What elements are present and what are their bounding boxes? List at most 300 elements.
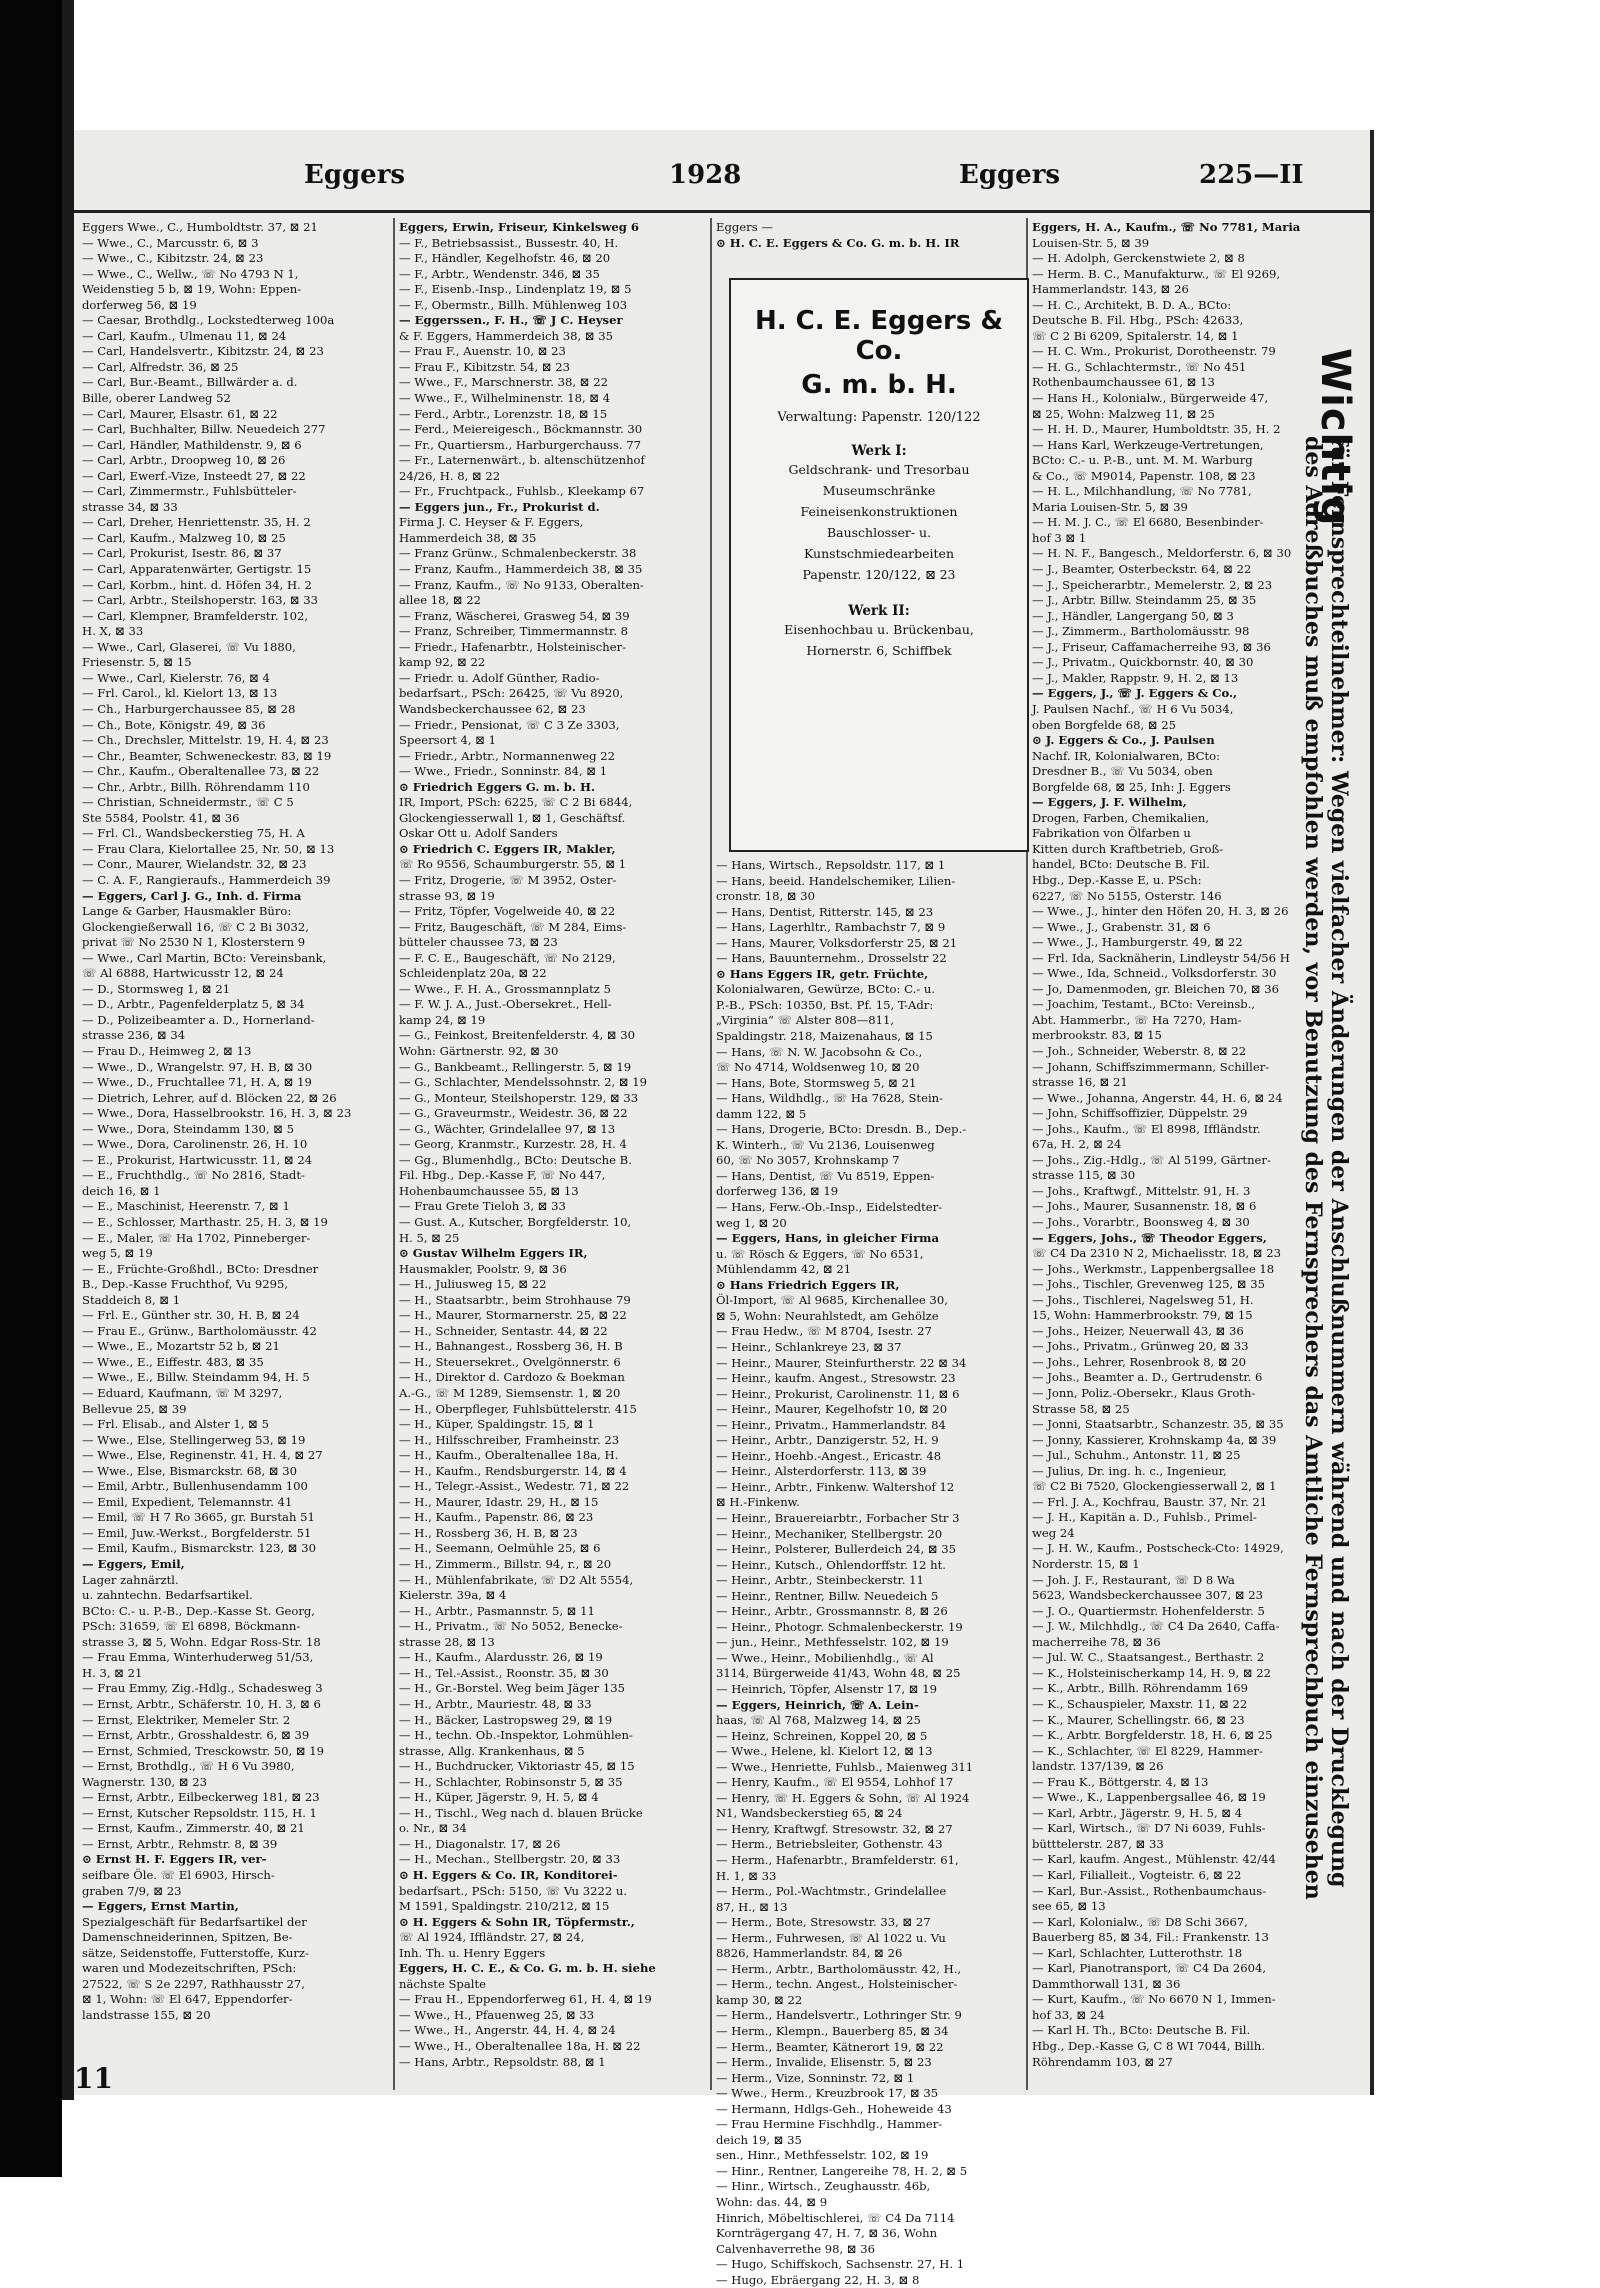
directory-entry-line: strasse 236, ⊠ 34 — [82, 1028, 186, 1043]
directory-entry-line: Hinrich, Möbeltischlerei, ☏ C4 Da 7114 — [716, 2210, 955, 2225]
directory-entry-line: — Frl. E., Günther str. 30, H. B, ⊠ 24 — [82, 1308, 300, 1323]
directory-entry-line: — H., Diagonalstr. 17, ⊠ 26 — [399, 1836, 561, 1851]
directory-entry-line: Eggers, H. A., Kaufm., ☏ No 7781, Maria — [1032, 220, 1301, 234]
column-1 — [82, 220, 392, 2090]
directory-entry-line: ⊙ Hans Friedrich Eggers IR, — [716, 1277, 900, 1292]
directory-entry-line: — H., Hilfsschreiber, Framheinstr. 23 — [399, 1432, 620, 1447]
directory-entry-line: — Franz, Schreiber, Timmermannstr. 8 — [399, 624, 628, 639]
directory-entry-line: Glockengiesserwall 1, ⊠ 1, Geschäftsf. — [399, 810, 626, 825]
directory-entry-line: — Carl, Ewerf.-Vize, Insteedt 27, ⊠ 22 — [82, 468, 306, 483]
directory-entry-line: — Fr., Quartiersm., Harburgerchauss. 77 — [399, 437, 642, 452]
directory-entry-line: — Eggers, Hans, in gleicher Firma — [716, 1231, 939, 1246]
directory-entry-line: — J., Beamter, Osterbeckstr. 64, ⊠ 22 — [1032, 562, 1252, 577]
directory-entry-line: — Chr., Beamter, Schweneckestr. 83, ⊠ 19 — [82, 748, 332, 763]
directory-entry-line: Wandsbeckerchaussee 62, ⊠ 23 — [399, 701, 586, 716]
directory-entry-line: — Frau Clara, Kielortallee 25, Nr. 50, ⊠ 13 — [82, 841, 335, 856]
directory-entry-line: — H., Tischl., Weg nach d. blauen Brücke — [399, 1805, 643, 1820]
directory-entry-line: — E., Maler, ☏ Ha 1702, Pinneberger- — [82, 1230, 311, 1245]
directory-entry-line: — F., Obermstr., Billh. Mühlenweg 103 — [399, 297, 628, 312]
directory-entry-line: — H. M. J. C., ☏ El 6680, Besenbinder- — [1032, 515, 1264, 530]
directory-entry-line: — H. N. F., Bangesch., Meldorferstr. 6, ⊠ 30 — [1032, 546, 1292, 561]
directory-entry-line: kamp 30, ⊠ 22 — [716, 1992, 803, 2007]
directory-entry-line: — Hans, ☏ N. W. Jacobsohn & Co., — [716, 1044, 923, 1059]
directory-entry-line: — F. C. E., Baugeschäft, ☏ No 2129, — [399, 950, 616, 965]
directory-entry-line: — Heinr., Rentner, Billw. Neuedeich 5 — [716, 1588, 939, 1603]
directory-entry-line: — Wwe., Heinr., Mobilienhdlg., ☏ Al — [716, 1650, 934, 1665]
directory-entry-line: — Emil, Expedient, Telemannstr. 41 — [82, 1494, 293, 1509]
directory-entry-line: — Johs., Beamter a. D., Gertrudenstr. 6 — [1032, 1370, 1263, 1385]
directory-entry-line: Bellevue 25, ⊠ 39 — [82, 1401, 187, 1416]
directory-entry-line: — Wwe., Henriette, Fuhlsb., Maienweg 311 — [716, 1759, 974, 1774]
directory-entry-line: — Wwe., Else, Reginenstr. 41, H. 4, ⊠ 27 — [82, 1448, 323, 1463]
directory-entry-line: ☏ No 4714, Woldsenweg 10, ⊠ 20 — [716, 1060, 920, 1075]
directory-entry-line: ⊙ H. C. E. Eggers & Co. G. m. b. H. IR — [716, 235, 960, 250]
directory-entry-line: — Emil, ☏ H 7 Ro 3665, gr. Burstah 51 — [82, 1510, 315, 1525]
column-divider — [710, 218, 712, 2090]
directory-entry-line: ⊠ H.-Finkenw. — [716, 1495, 800, 1510]
directory-entry-line: Spaldingstr. 218, Maizenahaus, ⊠ 15 — [716, 1029, 933, 1044]
directory-entry-line: — Karl, kaufm. Angest., Mühlenstr. 42/44 — [1032, 1852, 1276, 1867]
directory-entry-line: Norderstr. 15, ⊠ 1 — [1032, 1557, 1140, 1572]
directory-entry-line: — H., Staatsarbtr., beim Strohhause 79 — [399, 1292, 631, 1307]
directory-entry-line: — Frl. Cl., Wandsbeckerstieg 75, H. A — [82, 826, 305, 841]
directory-entry-line: — Herm., Fuhrwesen, ☏ Al 1022 u. Vu — [716, 1930, 946, 1945]
directory-entry-line: landstrasse 155, ⊠ 20 — [82, 2007, 211, 2022]
ad-firm-type: G. m. b. H. — [801, 370, 957, 400]
directory-entry-line: — Wwe., Johanna, Angerstr. 44, H. 6, ⊠ 24 — [1032, 1090, 1283, 1105]
directory-entry-line: — Heinr., Brauereiarbtr., Forbacher Str 3 — [716, 1510, 960, 1525]
directory-entry-line: — Ernst, Elektriker, Memeler Str. 2 — [82, 1712, 291, 1727]
directory-entry-line: Damenschneiderinnen, Spitzen, Be- — [82, 1930, 293, 1945]
directory-entry-line: — F., Eisenb.-Insp., Lindenplatz 19, ⊠ 5 — [399, 282, 632, 297]
directory-entry-line: Hbg., Dep.-Kasse G, C 8 WI 7044, Billh. — [1032, 2038, 1265, 2053]
directory-entry-line: bedarfsart., PSch: 26425, ☏ Vu 8920, — [399, 686, 624, 701]
directory-entry-line: — J., Friseur, Caffamacherreihe 93, ⊠ 36 — [1032, 639, 1271, 654]
header-year: 1928 — [669, 160, 742, 190]
directory-entry-line: — H., Privatm., ☏ No 5052, Benecke- — [399, 1619, 623, 1634]
directory-entry-line: — Ch., Drechsler, Mittelstr. 19, H. 4, ⊠ 23 — [82, 733, 329, 748]
directory-entry-line: haas, ☏ Al 768, Malzweg 14, ⊠ 25 — [716, 1713, 921, 1728]
directory-entry-line: — Wwe., Dora, Steindamm 130, ⊠ 5 — [82, 1121, 295, 1136]
directory-entry-line: — H., Direktor d. Cardozo & Boekman — [399, 1370, 625, 1385]
directory-entry-line: Hohenbaumchaussee 55, ⊠ 13 — [399, 1183, 579, 1198]
ad-work-line: Hornerstr. 6, Schiffbek — [806, 643, 952, 658]
directory-entry-line: — Karl, Pianotransport, ☏ C4 Da 2604, — [1032, 1961, 1267, 1976]
directory-entry-line: — J. H., Kapitän a. D., Fuhlsb., Primel- — [1032, 1510, 1257, 1525]
directory-entry-line: strasse 28, ⊠ 13 — [399, 1634, 495, 1649]
directory-entry-line: dorferweg 56, ⊠ 19 — [82, 297, 197, 312]
directory-entry-line: — H., Maurer, Idastr. 29, H., ⊠ 15 — [399, 1494, 599, 1509]
directory-entry-line: — Emil, Kaufm., Bismarckstr. 123, ⊠ 30 — [82, 1541, 316, 1556]
directory-entry-line: — Heinr., Arbtr., Finkenw. Waltershof 12 — [716, 1479, 955, 1494]
directory-entry-line: bütttelerstr. 287, ⊠ 33 — [1032, 1836, 1164, 1851]
directory-entry-line: PSch: 31659, ☏ El 6898, Böckmann- — [82, 1619, 301, 1634]
directory-entry-line: — H., Schlachter, Robinsonstr 5, ⊠ 35 — [399, 1774, 623, 1789]
directory-entry-line: — Frl. Elisab., and Alster 1, ⊠ 5 — [82, 1417, 269, 1432]
directory-entry-line: — D., Polizeibeamter a. D., Hornerland- — [82, 1012, 315, 1027]
directory-entry-line: — H. Adolph, Gerckenstwiete 2, ⊠ 8 — [1032, 251, 1245, 266]
directory-entry-line: graben 7/9, ⊠ 23 — [82, 1883, 182, 1898]
directory-entry-line: & F. Eggers, Hammerdeich 38, ⊠ 35 — [399, 328, 613, 343]
directory-entry-line: — Heinr., Privatm., Hammerlandstr. 84 — [716, 1417, 946, 1432]
directory-entry-line: — Herm., Klempn., Bauerberg 85, ⊠ 34 — [716, 2024, 949, 2039]
directory-entry-line: — Wwe., E., Billw. Steindamm 94, H. 5 — [82, 1370, 310, 1385]
directory-entry-line: — Heinr., Hoehb.-Angest., Ericastr. 48 — [716, 1448, 942, 1463]
directory-entry-line: — Ernst, Brothdlg., ☏ H 6 Vu 3980, — [82, 1759, 295, 1774]
directory-entry-line: ☏ C2 Bi 7520, Glockengiesserwall 2, ⊠ 1 — [1032, 1479, 1277, 1494]
directory-entry-line: — H., Buchdrucker, Viktoriastr 45, ⊠ 15 — [399, 1759, 635, 1774]
directory-entry-line: Eggers, Erwin, Friseur, Kinkelsweg 6 — [399, 220, 639, 234]
directory-entry-line: — G., Schlachter, Mendelssohnstr. 2, ⊠ 19 — [399, 1075, 647, 1090]
directory-entry-line: Maria Louisen-Str. 5, ⊠ 39 — [1032, 499, 1188, 514]
directory-entry-line: — Johs., Tischler, Grevenweg 125, ⊠ 35 — [1032, 1277, 1266, 1292]
directory-entry-line: — Wwe., J., Grabenstr. 31, ⊠ 6 — [1032, 919, 1211, 934]
directory-entry-line: — K., Schlachter, ☏ El 8229, Hammer- — [1032, 1743, 1263, 1758]
directory-entry-line: K. Winterh., ☏ Vu 2136, Louisenweg — [716, 1137, 935, 1152]
directory-entry-line: — H., Bahnangest., Rossberg 36, H. B — [399, 1339, 623, 1354]
directory-entry-line: — Herm. B. C., Manufakturw., ☏ El 9269, — [1032, 266, 1281, 281]
directory-entry-line: see 65, ⊠ 13 — [1032, 1899, 1106, 1914]
directory-entry-line: Strasse 58, ⊠ 25 — [1032, 1401, 1130, 1416]
directory-entry-line: — K., Schauspieler, Maxstr. 11, ⊠ 22 — [1032, 1696, 1248, 1711]
directory-entry-line: — K., Arbtr., Billh. Röhrendamm 169 — [1032, 1681, 1248, 1696]
directory-entry-line: — Hans Karl, Werkzeuge-Vertretungen, — [1032, 437, 1264, 452]
directory-entry-line: — Karl, Arbtr., Jägerstr. 9, H. 5, ⊠ 4 — [1032, 1805, 1243, 1820]
directory-entry-line: — Hans, Wirtsch., Repsoldstr. 117, ⊠ 1 — [716, 858, 946, 872]
directory-entry-line: nächste Spalte — [399, 1976, 486, 1991]
directory-entry-line: — Herm., Invalide, Elisenstr. 5, ⊠ 23 — [716, 2055, 932, 2070]
directory-entry-line: — Wwe., Else, Bismarckstr. 68, ⊠ 30 — [82, 1463, 298, 1478]
directory-entry-line: — Wwe., F., Wilhelminenstr. 18, ⊠ 4 — [399, 391, 611, 406]
directory-entry-line: — Joachim, Testamt., BCto: Vereinsb., — [1032, 997, 1256, 1012]
directory-entry-line: — Fritz, Töpfer, Vogelweide 40, ⊠ 22 — [399, 904, 616, 919]
directory-entry-line: — Gust. A., Kutscher, Borgfelderstr. 10, — [399, 1215, 632, 1229]
ad-work-line: Kunstschmiedearbeiten — [803, 546, 954, 561]
directory-entry-line: — Heinr., Arbtr., Grossmannstr. 8, ⊠ 26 — [716, 1604, 948, 1619]
directory-entry-line: Weidenstieg 5 b, ⊠ 19, Wohn: Eppen- — [82, 282, 302, 297]
directory-entry-line: J. Paulsen Nachf., ☏ H 6 Vu 5034, — [1032, 701, 1234, 716]
directory-entry-line: — K., Maurer, Schellingstr. 66, ⊠ 23 — [1032, 1712, 1245, 1727]
directory-entry-line: — Hinr., Wirtsch., Zeughausstr. 46b, — [716, 2179, 931, 2194]
directory-entry-line: — Henry, ☏ H. Eggers & Sohn, ☏ Al 1924 — [716, 1790, 970, 1805]
directory-entry-line: — Wwe., H., Oberaltenallee 18a, H. ⊠ 22 — [399, 2038, 641, 2053]
directory-entry-line: „Virginia“ ☏ Alster 808—811, — [716, 1013, 895, 1028]
directory-page — [74, 130, 1374, 2287]
directory-entry-line: — Ernst, Kaufm., Zimmerstr. 40, ⊠ 21 — [82, 1821, 305, 1836]
directory-entry-line: — Heinrich, Töpfer, Alsenstr 17, ⊠ 19 — [716, 1681, 937, 1696]
directory-entry-line: — Johs., Lehrer, Rosenbrook 8, ⊠ 20 — [1032, 1354, 1246, 1369]
directory-entry-line: — H., Rossberg 36, H. B, ⊠ 23 — [399, 1525, 578, 1540]
directory-entry-line: Friesenstr. 5, ⊠ 15 — [82, 655, 192, 670]
directory-entry-line: — H. L., Milchhandlung, ☏ No 7781, — [1032, 484, 1252, 499]
directory-entry-line: ⊙ Hans Eggers IR, getr. Früchte, — [716, 966, 929, 981]
directory-entry-line: — Wwe., C., Wellw., ☏ No 4793 N 1, — [82, 266, 299, 281]
directory-entry-line: Louisen-Str. 5, ⊠ 39 — [1032, 235, 1150, 250]
directory-entry-line: — Heinr., Arbtr., Danzigerstr. 52, H. 9 — [716, 1433, 939, 1448]
ad-work-line: Bauschlosser- u. — [826, 525, 932, 540]
directory-entry-line: — Jonn, Poliz.-Obersekr., Klaus Groth- — [1032, 1386, 1256, 1401]
directory-entry-line: — Johs., Maurer, Susannenstr. 18, ⊠ 6 — [1032, 1199, 1257, 1214]
directory-entry-line: bedarfsart., PSch: 5150, ☏ Vu 3222 u. — [399, 1883, 628, 1898]
directory-entry-line: — F., Händler, Kegelhofstr. 46, ⊠ 20 — [399, 251, 611, 266]
directory-entry-line: — Hugo, Schiffskoch, Sachsenstr. 27, H. 1 — [716, 2257, 965, 2272]
ad-work-line: Museumschränke — [822, 483, 936, 498]
directory-entry-line: — H., Kaufm., Papenstr. 86, ⊠ 23 — [399, 1510, 594, 1525]
directory-entry-line: — Hans, Maurer, Volksdorferstr 25, ⊠ 21 — [716, 935, 958, 950]
directory-entry-line: — Frau H., Eppendorferweg 61, H. 4, ⊠ 19 — [399, 1992, 652, 2007]
directory-entry-line: — Frau D., Heimweg 2, ⊠ 13 — [82, 1043, 252, 1058]
directory-entry-line: — Heinr., kaufm. Angest., Stresowstr. 23 — [716, 1371, 956, 1386]
directory-entry-line: — Heinr., Maurer, Kegelhofstr 10, ⊠ 20 — [716, 1402, 948, 1417]
directory-entry-line: — Carl, Maurer, Elsastr. 61, ⊠ 22 — [82, 406, 278, 421]
directory-entry-line: — Hans, Bauunternehm., Drosselstr 22 — [716, 951, 947, 966]
directory-entry-line: kamp 92, ⊠ 22 — [399, 655, 486, 670]
directory-entry-line: — J., Makler, Rappstr. 9, H. 2, ⊠ 13 — [1032, 670, 1239, 685]
directory-entry-line: — Carl, Zimmermstr., Fuhlsbütteler- — [82, 484, 297, 499]
directory-entry-line: H. 3, ⊠ 21 — [82, 1665, 143, 1680]
directory-entry-line: Calvenhaverrethe 98, ⊠ 36 — [716, 2241, 876, 2256]
directory-entry-line: sen., Hinr., Methfesselstr. 102, ⊠ 19 — [716, 2148, 929, 2163]
directory-entry-line: — Frau Hedw., ☏ M 8704, Isestr. 27 — [716, 1324, 932, 1339]
directory-entry-line: — Jul., Schuhm., Antonstr. 11, ⊠ 25 — [1032, 1448, 1241, 1463]
directory-entry-line: Abt. Hammerbr., ☏ Ha 7270, Ham- — [1032, 1012, 1242, 1027]
directory-entry-line: ☏ C4 Da 2310 N 2, Michaelisstr. 18, ⊠ 23 — [1032, 1246, 1281, 1261]
directory-entry-line: — J., Händler, Langergang 50, ⊠ 3 — [1032, 608, 1234, 623]
directory-entry-line: Bille, oberer Landweg 52 — [82, 391, 231, 406]
directory-entry-line: sätze, Seidenstoffe, Futterstoffe, Kurz- — [82, 1945, 309, 1960]
directory-entry-line: Oskar Ott u. Adolf Sanders — [399, 826, 558, 841]
directory-entry-line: — Wwe., Friedr., Sonninstr. 84, ⊠ 1 — [399, 764, 608, 779]
directory-entry-line: Wohn: das. 44, ⊠ 9 — [716, 2195, 828, 2210]
directory-entry-line: u. zahntechn. Bedarfsartikel. — [82, 1588, 253, 1603]
directory-entry-line: 6227, ☏ No 5155, Osterstr. 146 — [1032, 888, 1222, 903]
header-left-name: Eggers — [304, 160, 406, 190]
directory-entry-line: Nachf. IR, Kolonialwaren, BCto: — [1032, 748, 1220, 763]
directory-entry-line: — Carl, Händler, Mathildenstr. 9, ⊠ 6 — [82, 437, 302, 452]
directory-entry-line: — Kurt, Kaufm., ☏ No 6670 N 1, Immen- — [1032, 1992, 1276, 2007]
directory-entry-line: ☏ C 2 Bi 6209, Spitalerstr. 14, ⊠ 1 — [1032, 328, 1239, 343]
directory-entry-line: — J. O., Quartiermstr. Hohenfelderstr. 5 — [1032, 1603, 1265, 1618]
directory-entry-line: — Frau Emmy, Zig.-Hdlg., Schadesweg 3 — [82, 1681, 323, 1696]
directory-entry-line: — F., Betriebsassist., Bussestr. 40, H. — [399, 235, 619, 250]
directory-entry-line: — Franz, Kaufm., Hammerdeich 38, ⊠ 35 — [399, 562, 643, 577]
directory-entry-line: ⊠ 25, Wohn: Malzweg 11, ⊠ 25 — [1032, 406, 1215, 421]
directory-entry-line: — H., Kaufm., Alardusstr. 26, ⊠ 19 — [399, 1650, 603, 1665]
directory-entry-line: — D., Stormsweg 1, ⊠ 21 — [82, 981, 231, 996]
directory-entry-line: Hausmakler, Poolstr. 9, ⊠ 36 — [399, 1261, 567, 1276]
directory-entry-line: — Gg., Blumenhdlg., BCto: Deutsche B. — [399, 1152, 632, 1167]
advertisement-box — [729, 278, 1029, 852]
directory-entry-line: damm 122, ⊠ 5 — [716, 1106, 807, 1121]
directory-entry-line: — Wwe., Carl Martin, BCto: Vereinsbank, — [82, 950, 327, 965]
directory-entry-line: — Wwe., E., Eiffestr. 483, ⊠ 35 — [82, 1354, 264, 1369]
directory-entry-line: — Frau F., Auenstr. 10, ⊠ 23 — [399, 344, 566, 359]
directory-entry-line: — Georg, Kranmstr., Kurzestr. 28, H. 4 — [399, 1137, 627, 1152]
ad-work-line: Papenstr. 120/122, ⊠ 23 — [802, 567, 956, 582]
directory-entry-line: — H., Steuersekret., Ovelgönnerstr. 6 — [399, 1354, 621, 1369]
directory-entry-line: — Jonni, Staatsarbtr., Schanzestr. 35, ⊠ 35 — [1032, 1417, 1284, 1432]
side-notice — [1300, 348, 1362, 2030]
directory-entry-line: — Chr., Arbtr., Billh. Röhrendamm 110 — [82, 779, 310, 794]
side-notice-line: für Fernsprechteilnehmer: Wegen vielfacher Änderungen der Anschlußnummern während und nach der Drucklegung — [1326, 436, 1352, 1888]
directory-entry-line: handel, BCto: Deutsche B. Fil. — [1032, 857, 1210, 872]
directory-entry-line: Ste 5584, Poolstr. 41, ⊠ 36 — [82, 810, 240, 825]
directory-entry-line: — Karl, Wirtsch., ☏ D7 Ni 6039, Fuhls- — [1032, 1821, 1266, 1836]
directory-entry-line: — H., Arbtr., Pasmannstr. 5, ⊠ 11 — [399, 1603, 595, 1618]
directory-entry-line: — Wwe., J., Hamburgerstr. 49, ⊠ 22 — [1032, 935, 1243, 950]
directory-entry-line: ⊙ Ernst H. F. Eggers IR, ver- — [82, 1852, 267, 1867]
directory-entry-line: 60, ☏ No 3057, Krohnskamp 7 — [716, 1153, 900, 1168]
directory-entry-line: — H. H. D., Maurer, Humboldtstr. 35, H. 2 — [1032, 422, 1281, 437]
directory-entry-line: — Caesar, Brothdlg., Lockstedterweg 100a — [82, 313, 335, 328]
directory-entry-line: landstr. 137/139, ⊠ 26 — [1032, 1759, 1164, 1774]
header-right-name: Eggers — [959, 160, 1061, 190]
directory-entry-line: Kitten durch Kraftbetrieb, Groß- — [1032, 841, 1224, 856]
directory-entry-line: — Eggers, J., ☏ J. Eggers & Co., — [1032, 686, 1238, 701]
directory-entry-line: — H., Küper, Jägerstr. 9, H. 5, ⊠ 4 — [399, 1790, 599, 1805]
directory-entry-line: — Chr., Kaufm., Oberaltenallee 73, ⊠ 22 — [82, 764, 320, 779]
directory-entry-line: Dresdner B., ☏ Vu 5034, oben — [1032, 764, 1213, 779]
directory-entry-line: — Hans, Lagerhltr., Rambachstr 7, ⊠ 9 — [716, 920, 946, 935]
directory-entry-line: — Johs., Kraftwgf., Mittelstr. 91, H. 3 — [1032, 1183, 1251, 1198]
directory-entry-line: — Heinr., Mechaniker, Stellbergstr. 20 — [716, 1526, 943, 1541]
directory-entry-line: dorferweg 136, ⊠ 19 — [716, 1184, 839, 1199]
directory-entry-line: bütteler chaussee 73, ⊠ 23 — [399, 935, 558, 950]
directory-entry-line: weg 1, ⊠ 20 — [716, 1215, 787, 1230]
column-4 — [1032, 220, 1302, 2090]
directory-entry-line: — Frau K., Böttgerstr. 4, ⊠ 13 — [1032, 1774, 1209, 1789]
directory-entry-line: ⊙ Gustav Wilhelm Eggers IR, — [399, 1246, 588, 1261]
directory-entry-line: — Frl. Ida, Sacknäherin, Lindleystr 54/56 H — [1032, 950, 1290, 965]
directory-entry-line: — Hans, Drogerie, BCto: Dresdn. B., Dep.- — [716, 1122, 967, 1137]
directory-entry-line: — H., Bäcker, Lastropsweg 29, ⊠ 19 — [399, 1712, 613, 1727]
directory-entry-line: — Heinr., Photogr. Schmalenbeckerstr. 19 — [716, 1619, 963, 1634]
directory-entry-line: — E., Maschinist, Heerenstr. 7, ⊠ 1 — [82, 1199, 290, 1214]
directory-entry-line: — Ch., Harburgerchaussee 85, ⊠ 28 — [82, 701, 296, 716]
directory-entry-line: — Wwe., Helene, kl. Kielort 12, ⊠ 13 — [716, 1744, 933, 1759]
directory-entry-line: — Jonny, Kassierer, Krohnskamp 4a, ⊠ 39 — [1032, 1432, 1277, 1447]
directory-entry-line: — H., Oberpfleger, Fuhlsbüttelerstr. 415 — [399, 1401, 637, 1416]
directory-entry-line: cronstr. 18, ⊠ 30 — [716, 889, 816, 904]
ad-work1-title: Werk I: — [851, 443, 907, 459]
column-divider — [393, 218, 395, 2090]
directory-entry-line: BCto: C.- u. P.-B., unt. M. M. Warburg — [1032, 453, 1253, 468]
directory-entry-line: — Ernst, Arbtr., Eilbeckerweg 181, ⊠ 23 — [82, 1790, 320, 1805]
directory-entry-line: strasse 34, ⊠ 33 — [82, 499, 178, 514]
directory-entry-line: — D., Arbtr., Pagenfelderplatz 5, ⊠ 34 — [82, 997, 305, 1012]
directory-entry-line: — Heinr., Alsterdorferstr. 113, ⊠ 39 — [716, 1464, 927, 1479]
ad-work2-title: Werk II: — [848, 603, 910, 619]
directory-entry-line: — Wwe., Carl, Glaserei, ☏ Vu 1880, — [82, 639, 296, 654]
directory-entry-line: Rothenbaumchaussee 61, ⊠ 13 — [1032, 375, 1215, 390]
directory-entry-line: — G., Graveurmstr., Weidestr. 36, ⊠ 22 — [399, 1106, 628, 1121]
directory-entry-line: — F. W. J. A., Just.-Obersekret., Hell- — [399, 997, 612, 1012]
directory-entry-line: — H. C., Architekt, B. D. A., BCto: — [1032, 297, 1232, 312]
directory-entry-line: — Carl, Kaufm., Malzweg 10, ⊠ 25 — [82, 530, 286, 545]
directory-entry-line: — Ernst, Arbtr., Grosshaldestr. 6, ⊠ 39 — [82, 1728, 310, 1743]
directory-entry-line: — H., Küper, Spaldingstr. 15, ⊠ 1 — [399, 1417, 595, 1432]
directory-entry-line: — Hans, beeid. Handelschemiker, Lilien- — [716, 873, 956, 888]
directory-entry-line: IR, Import, PSch: 6225, ☏ C 2 Bi 6844, — [399, 795, 633, 810]
directory-entry-line: — Frau Emma, Winterhuderweg 51/53, — [82, 1650, 314, 1665]
directory-entry-line: — Eggers jun., Fr., Prokurist d. — [399, 499, 600, 514]
directory-entry-line: — Fritz, Baugeschäft, ☏ M 284, Eims- — [399, 919, 627, 934]
directory-entry-line: Hammerlandstr. 143, ⊠ 26 — [1032, 282, 1189, 297]
directory-entry-line: — Frau E., Grünw., Bartholomäusstr. 42 — [82, 1323, 317, 1338]
directory-entry-line: — Frl. J. A., Kochfrau, Baustr. 37, Nr. 21 — [1032, 1494, 1268, 1509]
directory-entry-line: — E., Prokurist, Hartwicusstr. 11, ⊠ 24 — [82, 1152, 313, 1167]
directory-entry-line: Deutsche B. Fil. Hbg., PSch: 42633, — [1032, 313, 1244, 328]
ad-work-line: Feineisenkonstruktionen — [800, 504, 958, 519]
directory-entry-line: — Hinr., Rentner, Langereihe 78, H. 2, ⊠ 5 — [716, 2163, 968, 2178]
directory-entry-line: — H., Gr.-Borstel. Weg beim Jäger 135 — [399, 1681, 625, 1696]
directory-entry-line: — Johann, Schiffszimmermann, Schiller- — [1032, 1059, 1270, 1074]
directory-entry-line: ⊠ 1, Wohn: ☏ El 647, Eppendorfer- — [82, 1992, 293, 2007]
directory-entry-line: Borgfelde 68, ⊠ 25, Inh: J. Eggers — [1032, 779, 1231, 794]
directory-entry-line: — Emil, Juw.-Werkst., Borgfelderstr. 51 — [82, 1525, 312, 1540]
directory-entry-line: — John, Schiffsoffizier, Düppelstr. 29 — [1032, 1106, 1248, 1121]
directory-entry-line: kamp 24, ⊠ 19 — [399, 1012, 486, 1027]
directory-entry-line: — Henry, Kaufm., ☏ El 9554, Lohhof 17 — [716, 1775, 954, 1790]
directory-entry-line: — Wwe., K., Lappenbergsallee 46, ⊠ 19 — [1032, 1790, 1266, 1805]
directory-entry-line: weg 5, ⊠ 19 — [82, 1246, 153, 1261]
directory-entry-line: ⊙ J. Eggers & Co., J. Paulsen — [1032, 733, 1215, 748]
directory-entry-line: — H., Mechan., Stellbergstr. 20, ⊠ 33 — [399, 1852, 621, 1867]
directory-entry-line: — Eduard, Kaufmann, ☏ M 3297, — [82, 1386, 283, 1401]
directory-entry-line: — Wwe., Carl, Kielerstr. 76, ⊠ 4 — [82, 670, 270, 685]
directory-entry-line: — Wwe., Ida, Schneid., Volksdorferstr. 30 — [1032, 966, 1277, 981]
directory-entry-line: — Carl, Korbm., hint. d. Höfen 34, H. 2 — [82, 577, 312, 592]
directory-entry-line: — Dietrich, Lehrer, auf d. Blöcken 22, ⊠ 26 — [82, 1090, 337, 1105]
directory-entry-line: Fil. Hbg., Dep.-Kasse F, ☏ No 447, — [399, 1168, 606, 1183]
directory-entry-line: — Heinr., Polsterer, Bullerdeich 24, ⊠ 35 — [716, 1542, 956, 1557]
directory-entry-line: & Co., ☏ M9014, Papenstr. 108, ⊠ 23 — [1032, 468, 1256, 483]
directory-entry-line: — Eggers, Carl J. G., Inh. d. Firma — [82, 888, 302, 903]
directory-entry-line: — Carl, Bur.-Beamt., Billwärder a. d. — [82, 375, 298, 390]
directory-entry-line: ⊙ H. Eggers & Sohn IR, Töpfermstr., — [399, 1914, 635, 1929]
directory-entry-line: deich 19, ⊠ 35 — [716, 2132, 802, 2147]
directory-entry-line: — Eggers, Heinrich, ☏ A. Lein- — [716, 1697, 919, 1712]
directory-entry-line: strasse, Allg. Krankenhaus, ⊠ 5 — [399, 1743, 585, 1758]
directory-entry-line: Lange & Garber, Hausmakler Büro: — [82, 904, 292, 919]
directory-entry-line: strasse 93, ⊠ 19 — [399, 888, 495, 903]
directory-entry-line: ⊠ 5, Wohn: Neurahlstedt, am Gehölze — [716, 1308, 939, 1323]
directory-entry-line: ⊙ Friedrich C. Eggers IR, Makler, — [399, 841, 616, 856]
directory-entry-line: — Julius, Dr. ing. h. c., Ingenieur, — [1032, 1463, 1227, 1478]
directory-entry-line: — Ch., Bote, Königstr. 49, ⊠ 36 — [82, 717, 266, 732]
directory-entry-line: — Jo, Damenmoden, gr. Bleichen 70, ⊠ 36 — [1032, 981, 1280, 996]
directory-entry-line: — Ferd., Arbtr., Lorenzstr. 18, ⊠ 15 — [399, 406, 608, 421]
directory-entry-line: — H., Zimmerm., Billstr. 94, r., ⊠ 20 — [399, 1557, 612, 1572]
directory-entry-line: — Wwe., Else, Stellingerweg 53, ⊠ 19 — [82, 1432, 306, 1447]
directory-entry-line: — E., Fruchthdlg., ☏ No 2816, Stadt- — [82, 1168, 305, 1183]
ad-work-line: Geldschrank- und Tresorbau — [788, 462, 970, 477]
directory-entry-line: u. ☏ Rösch & Eggers, ☏ No 6531, — [716, 1246, 924, 1261]
directory-entry-line: — Herm., techn. Angest., Holsteinischer- — [716, 1977, 958, 1992]
directory-entry-line: — Friedr., Pensionat, ☏ C 3 Ze 3303, — [399, 717, 620, 732]
directory-entry-line: — Herm., Arbtr., Bartholomäusstr. 42, H., — [716, 1961, 962, 1976]
directory-entry-line: — Johs., Privatm., Grünweg 20, ⊠ 33 — [1032, 1339, 1249, 1354]
directory-entry-line: — Wwe., Herm., Kreuzbrook 17, ⊠ 35 — [716, 2086, 939, 2101]
directory-entry-line: — H., techn. Ob.-Inspektor, Lohmühlen- — [399, 1728, 633, 1743]
directory-entry-line: — Wwe., F. H. A., Grossmannplatz 5 — [399, 981, 611, 996]
directory-entry-line: — H., Seemann, Oelmühle 25, ⊠ 6 — [399, 1541, 601, 1556]
directory-entry-line: — Johs., Vorarbtr., Boonsweg 4, ⊠ 30 — [1032, 1215, 1250, 1229]
directory-entry-line: — Hermann, Hdlgs-Geh., Hoheweide 43 — [716, 2101, 952, 2116]
directory-entry-line: BCto: C.- u. P.-B., Dep.-Kasse St. Georg, — [82, 1603, 315, 1618]
directory-entry-line: — G., Wächter, Grindelallee 97, ⊠ 13 — [399, 1121, 616, 1136]
directory-entry-line: — H., Arbtr., Mauriestr. 48, ⊠ 33 — [399, 1696, 592, 1711]
